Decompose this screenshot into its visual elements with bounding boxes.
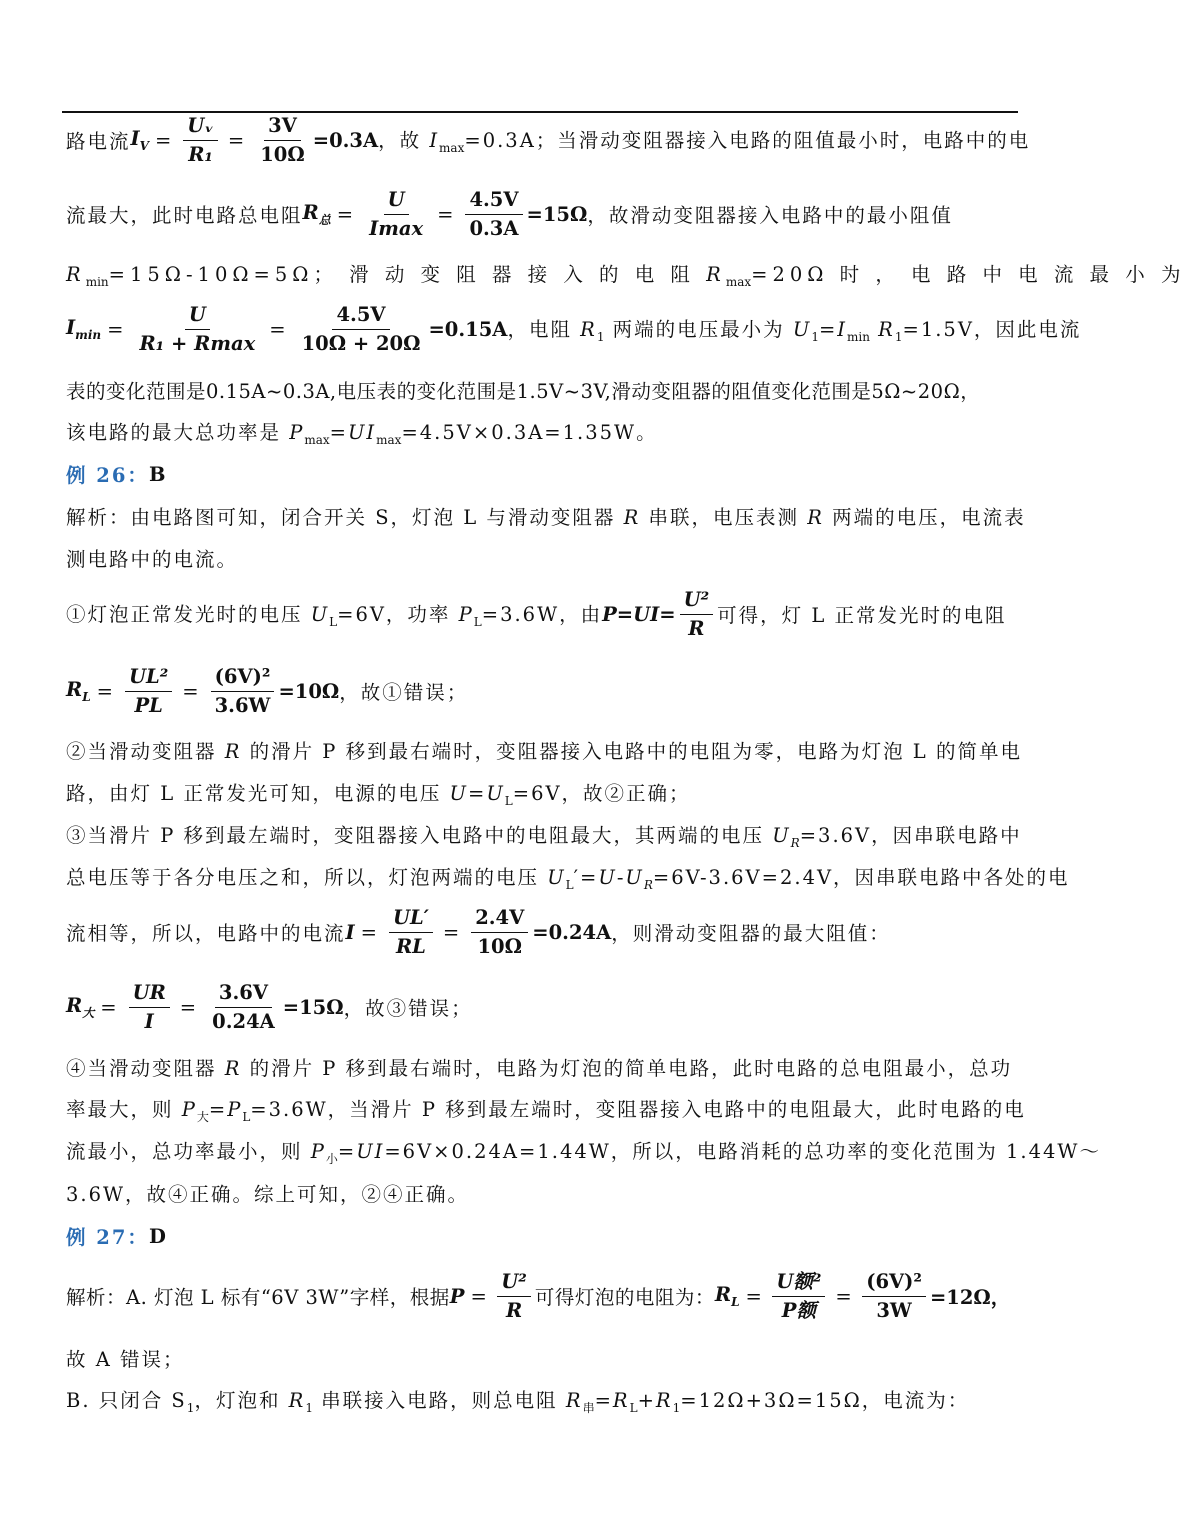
line-text: ，故滑动变阻器接入电路中的最小阻值 [587, 204, 953, 227]
fraction [471, 905, 528, 960]
text-line-11 [66, 730, 1022, 770]
math-var: P=UI= [602, 602, 676, 626]
fraction [680, 587, 714, 642]
text-line-22 [66, 1264, 1018, 1328]
math-var: $I_{min}$ [66, 316, 102, 342]
frac-num: Uᵥ [183, 113, 218, 141]
math-var: $R_L$ [66, 678, 91, 704]
fraction [135, 302, 259, 357]
text-line-18 [66, 1089, 1026, 1129]
fraction [389, 905, 433, 960]
frac-den: P额 [781, 1298, 816, 1322]
answer-letter: D [148, 1224, 168, 1248]
text-line-15 [66, 900, 1018, 964]
eq-sign: = [107, 317, 126, 341]
text-line-7 [66, 496, 1026, 536]
eq-sign: = [470, 1284, 488, 1308]
eq-sign: = [96, 679, 115, 703]
math-result: =0.3A [312, 128, 379, 152]
frac-num: (6V)² [862, 1269, 926, 1297]
math-var: I [345, 920, 355, 944]
fraction [129, 980, 170, 1035]
math-result: =15Ω [526, 202, 588, 226]
frac-num: 3.6V [215, 980, 272, 1008]
text-line-19 [66, 1131, 1101, 1171]
frac-den: PL [134, 693, 163, 717]
text-line-1 [66, 182, 1018, 246]
eq-sign: = [745, 1284, 763, 1308]
line-text: ②当滑动变阻器 R 的滑片 P 移到最右端时，变阻器接入电路中的电阻为零，电路为灯泡 L 的简单电 [66, 740, 1022, 763]
frac-num: U [384, 187, 409, 215]
line-text: ，故①错误； [339, 681, 469, 704]
line-text: 总电压等于各分电压之和，所以，灯泡两端的电压 $U_L'=U-U_R=6V-3.6V=2.4V$，因串联电路中各处的电 [66, 866, 1070, 892]
eq-sign: = [179, 995, 199, 1019]
math-result: =12Ω， [929, 1286, 1011, 1309]
frac-den: 10Ω + 20Ω [301, 331, 421, 355]
line-text: ④当滑动变阻器 R 的滑片 P 移到最右端时，电路为灯泡的简单电路，此时电路的总电阻最小，总功 [66, 1057, 1013, 1080]
frac-num: U [185, 302, 210, 330]
line-text: 路电流 [66, 130, 131, 153]
line-text: 3.6W，故④正确。综上可知，②④正确。 [66, 1183, 470, 1206]
math-var: $R_大$ [66, 993, 95, 1020]
fraction [256, 113, 309, 168]
frac-den: I [144, 1009, 154, 1033]
eq-sign: = [437, 202, 456, 226]
eq-sign: = [442, 920, 462, 944]
line-text: ①灯泡正常发光时的电压 $U_L=6V$，功率 $P_L=3.6W$，由 [66, 603, 603, 629]
eq-sign: = [336, 202, 356, 226]
frac-num: UR [129, 980, 170, 1008]
text-line-17 [66, 1047, 1018, 1087]
math-result: =0.15A [428, 317, 508, 341]
text-line-8 [66, 538, 1018, 578]
text-line-12 [66, 773, 1018, 813]
line-text: 解析：由电路图可知，闭合开关 S，灯泡 L 与滑动变阻器 R 串联，电压表测 R 两端的电压，电流表 [66, 506, 1026, 529]
frac-num: U² [680, 587, 714, 615]
line-text: 解析：A. 灯泡 L 标有“6V 3W”字样，根据 [66, 1286, 450, 1309]
frac-num: UL² [125, 664, 172, 692]
line-text: 流相等，所以，电路中的电流 [66, 922, 346, 945]
line-text: 表的变化范围是0.15A~0.3A,电压表的变化范围是1.5V~3V,滑动变阻器的阻值变化范围是5Ω~20Ω， [66, 380, 981, 403]
line-text: 路，由灯 L 正常发光可知，电源的电压 $U=U_L=6V$，故②正确； [66, 782, 691, 808]
frac-num: U² [497, 1269, 531, 1297]
math-var: $I_V$ [130, 127, 149, 153]
answer-letter: B [148, 462, 168, 486]
frac-num: 3V [264, 113, 301, 141]
line-text: 流最小，总功率最小，则 $P_小=UI=6V\times 0.24A=1.44W$，所以，电路消耗的总功率的变化范围为 1.44W～ [66, 1139, 1101, 1166]
example-heading-27 [66, 1216, 1018, 1256]
math-var: P [449, 1284, 465, 1308]
frac-den: Imax [369, 216, 424, 240]
text-line-9 [66, 582, 1018, 646]
text-line-2 [66, 254, 1185, 294]
line-text: ③当滑片 P 移到最左端时，变阻器接入电路中的电阻最大，其两端的电压 $U_R=3.6V$，因串联电路中 [66, 824, 1022, 850]
text-line-14 [66, 857, 1070, 897]
fraction [772, 1269, 825, 1324]
line-text: 故 A 错误； [66, 1348, 185, 1371]
frac-den: 3.6W [214, 693, 271, 717]
math-result: =15Ω [282, 995, 344, 1019]
line-text: 率最大，则 $P_大=P_L=3.6W$，当滑片 P 移到最左端时，变阻器接入电路中的电阻最大，此时电路的电 [66, 1097, 1026, 1124]
eq-sign: = [835, 1284, 853, 1308]
frac-den: 10Ω [477, 934, 522, 958]
line-text: B. 只闭合 $S_1$，灯泡和 $R_1$ 串联接入电路，则总电阻 $R_串=R_L+R_1=12\Omega+3\Omega=15\Omega$，电流为： [66, 1388, 970, 1415]
line-text: ，则滑动变阻器的最大阻值： [611, 922, 891, 945]
text-line-24 [66, 1380, 1018, 1420]
eq-sign: = [154, 128, 174, 152]
line-text: $R_{min}=15\Omega-10\Omega=5\Omega$； 滑 动 变 阻 器 接 入 的 电 阻 $R_{max}=20\Omega$ 时 ， 电 路 中 电 流 最 小 为 [66, 263, 1185, 289]
eq-sign: = [182, 679, 201, 703]
example-label: 例 27： [66, 1226, 149, 1249]
line-text: ，电阻 $R_1$ 两端的电压最小为 $U_1=I_{min}$ $R_1=1.5V$，因此电流 [507, 318, 1082, 344]
math-result: =10Ω [278, 679, 340, 703]
text-line-4 [66, 370, 1018, 410]
line-text: ，故 $I_{max}=0.3A$；当滑动变阻器接入电路的阻值最小时，电路中的电 [378, 129, 1031, 155]
math-var: $R_总$ [302, 200, 331, 227]
example-label: 例 26： [66, 464, 149, 487]
text-line-5 [66, 412, 1018, 452]
frac-den: 3W [876, 1298, 912, 1322]
frac-num: 4.5V [465, 187, 522, 215]
text-line-0 [66, 108, 1031, 172]
eq-sign: = [360, 920, 379, 944]
frac-num: 2.4V [471, 905, 528, 933]
line-text: 可得，灯 L 正常发光时的电阻 [717, 604, 1007, 627]
line-text: 可得灯泡的电阻为： [534, 1286, 715, 1309]
line-text: ，故③错误； [343, 997, 473, 1020]
math-result: =0.24A [532, 920, 612, 944]
text-line-23 [66, 1338, 1018, 1378]
fraction [365, 187, 427, 242]
fraction [298, 302, 425, 357]
frac-den: RL [395, 934, 426, 958]
fraction [183, 113, 218, 168]
eq-sign: = [269, 317, 288, 341]
frac-num: 4.5V [332, 302, 389, 330]
eq-sign: = [227, 128, 247, 152]
text-line-20 [66, 1173, 1018, 1213]
fraction [497, 1269, 531, 1324]
frac-den: R₁ + Rmax [139, 331, 256, 355]
line-text: 测电路中的电流。 [66, 548, 239, 571]
frac-den: R₁ [188, 142, 213, 166]
line-text: 该电路的最大总功率是 $P_{max}=UI_{max}=4.5V\times 0.3A=1.35W$。 [66, 421, 658, 447]
frac-den: 0.3A [469, 216, 519, 240]
text-line-13 [66, 815, 1022, 855]
fraction [211, 664, 275, 719]
fraction [862, 1269, 926, 1324]
example-heading-26 [66, 454, 1018, 494]
line-text: 流最大，此时电路总电阻 [66, 204, 303, 227]
fraction [125, 664, 172, 719]
frac-num: UL′ [389, 905, 433, 933]
frac-den: R [688, 616, 705, 640]
text-line-3 [66, 297, 1082, 361]
frac-num: U额² [772, 1269, 825, 1297]
fraction [465, 187, 522, 242]
text-line-10 [66, 659, 1018, 723]
eq-sign: = [100, 995, 119, 1019]
fraction [208, 980, 279, 1035]
text-line-16 [66, 975, 1018, 1039]
frac-den: 0.24A [212, 1009, 275, 1033]
frac-den: R [505, 1298, 523, 1322]
frac-num: (6V)² [211, 664, 275, 692]
frac-den: 10Ω [260, 142, 305, 166]
math-var: $R_L$ [714, 1283, 740, 1309]
